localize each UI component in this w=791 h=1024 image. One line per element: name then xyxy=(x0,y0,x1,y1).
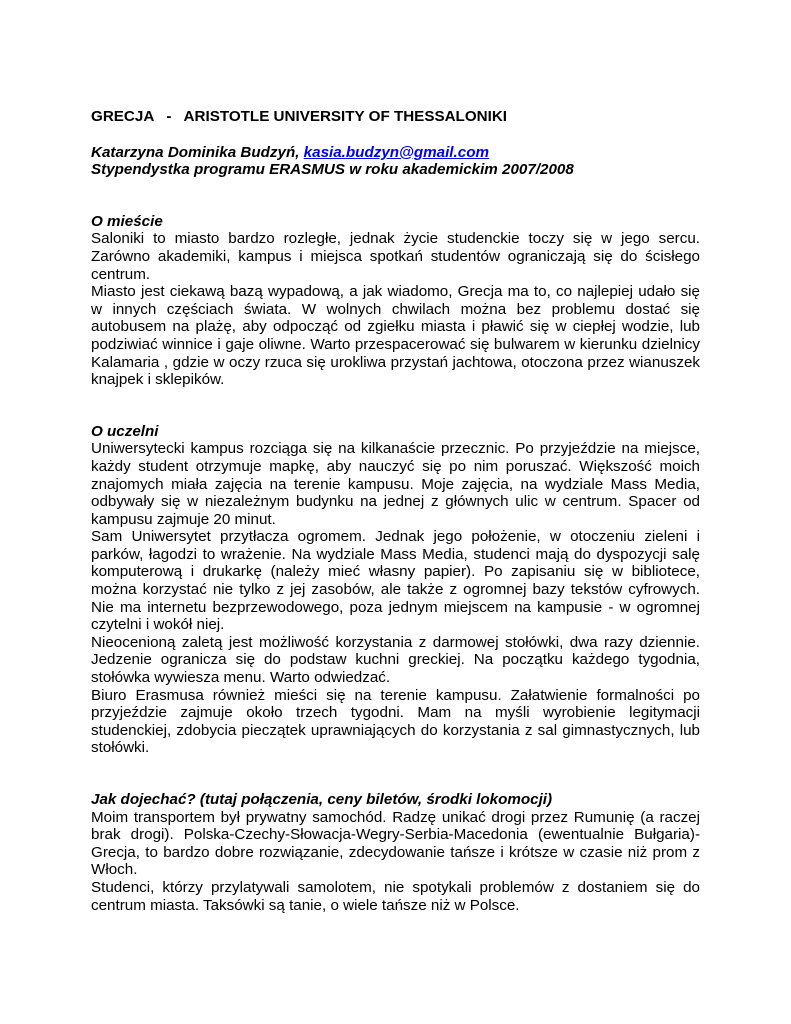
author-block xyxy=(91,144,700,179)
section-heading: O uczelni xyxy=(91,422,159,440)
paragraph: Biuro Erasmusa również mieści się na terenie kampusu. Załatwienie formalności po przyjeździe zajmuje około trzech tygodni. Mam na myśli wyrobienie legitymacji studenckiej, zdobycia pieczątek uprawniających do korzystania z sal gimnastycznych, lub stołówki. xyxy=(91,686,700,757)
author-name: Katarzyna Dominika Budzyń, xyxy=(91,143,304,161)
author-role: Stypendystka programu ERASMUS w roku akademickim 2007/2008 xyxy=(91,161,574,179)
section-o-uczelni xyxy=(91,423,700,757)
document-page xyxy=(91,108,700,914)
paragraph: Saloniki to miasto bardzo rozległe, jednak życie studenckie toczy się w jego sercu. Zarówno akademiki, kampus i miejsca spotkań studentów ograniczają się do ścisłego centrum. xyxy=(91,230,700,283)
paragraph: Moim transportem był prywatny samochód. Radzę unikać drogi przez Rumunię (a raczej brak drogi). Polska-Czechy-Słowacja-Wegry-Serbia-Macedonia (ewentualnie Bułgaria)-Grecja, to bardzo dobre rozwiązanie, zdecydowanie tańsze i krótsze w czasie niż prom z Włoch. xyxy=(91,808,700,879)
author-line xyxy=(91,144,700,162)
section-heading: O mieście xyxy=(91,212,163,230)
author-email-link[interactable]: kasia.budzyn@gmail.com xyxy=(303,143,489,161)
paragraph: Miasto jest ciekawą bazą wypadową, a jak wiadomo, Grecja ma to, co najlepiej udało się w innych częściach świata. W wolnych chwilach można bez problemu dostać się autobusem na plażę, aby odpocząć od zgiełku miasta i pławić się w ciepłej wodzie, lub podziwiać winnice i gaje oliwne. Warto przespacerować się bulwarem w kierunku dzielnicy Kalamaria , gdzie w oczy rzuca się urokliwa przystań jachtowa, otoczona przez wianuszek knajpek i sklepików. xyxy=(91,283,700,389)
paragraph: Uniwersytecki kampus rozciąga się na kilkanaście przecznic. Po przyjeździe na miejsce, każdy student otrzymuje mapkę, aby nauczyć się po nim poruszać. Większość moich znajomych miała zajęcia na terenie kampusu. Moje zajęcia, na wydziale Mass Media, odbywały się w niezależnym budynku na jednej z głównych ulic w centrum. Spacer od kampusu zajmuje 20 minut. xyxy=(91,440,700,528)
paragraph: Studenci, którzy przylatywali samolotem, nie spotykali problemów z dostaniem się do centrum miasta. Taksówki są tanie, o wiele tańsze niż w Polsce. xyxy=(91,878,700,914)
paragraph: Sam Uniwersytet przytłacza ogromem. Jednak jego położenie, w otoczeniu zieleni i parków, łagodzi to wrażenie. Na wydziale Mass Media, studenci mają do dyspozycji salę komputerową i drukarkę (należy mieć własny papier). Po zapisaniu się w bibliotece, można korzystać nie tylko z jej zasobów, ale także z ogromnej bazy tekstów cyfrowych. Nie ma internetu bezprzewodowego, poza jednym miejscem na kampusie - w ogromnej czytelni i wokół niej. xyxy=(91,528,700,634)
paragraph: Nieocenioną zaletą jest możliwość korzystania z darmowej stołówki, dwa razy dziennie. Jedzenie ogranicza się do podstaw kuchni greckiej. Na początku każdego tygodnia, stołówka wywiesza menu. Warto odwiedzać. xyxy=(91,633,700,687)
section-jak-dojechac xyxy=(91,791,700,914)
section-o-miescie xyxy=(91,213,700,389)
document-title: GRECJA - ARISTOTLE UNIVERSITY OF THESSALONIKI xyxy=(91,108,508,125)
section-heading: Jak dojechać? (tutaj połączenia, ceny biletów, środki lokomocji) xyxy=(91,791,553,808)
